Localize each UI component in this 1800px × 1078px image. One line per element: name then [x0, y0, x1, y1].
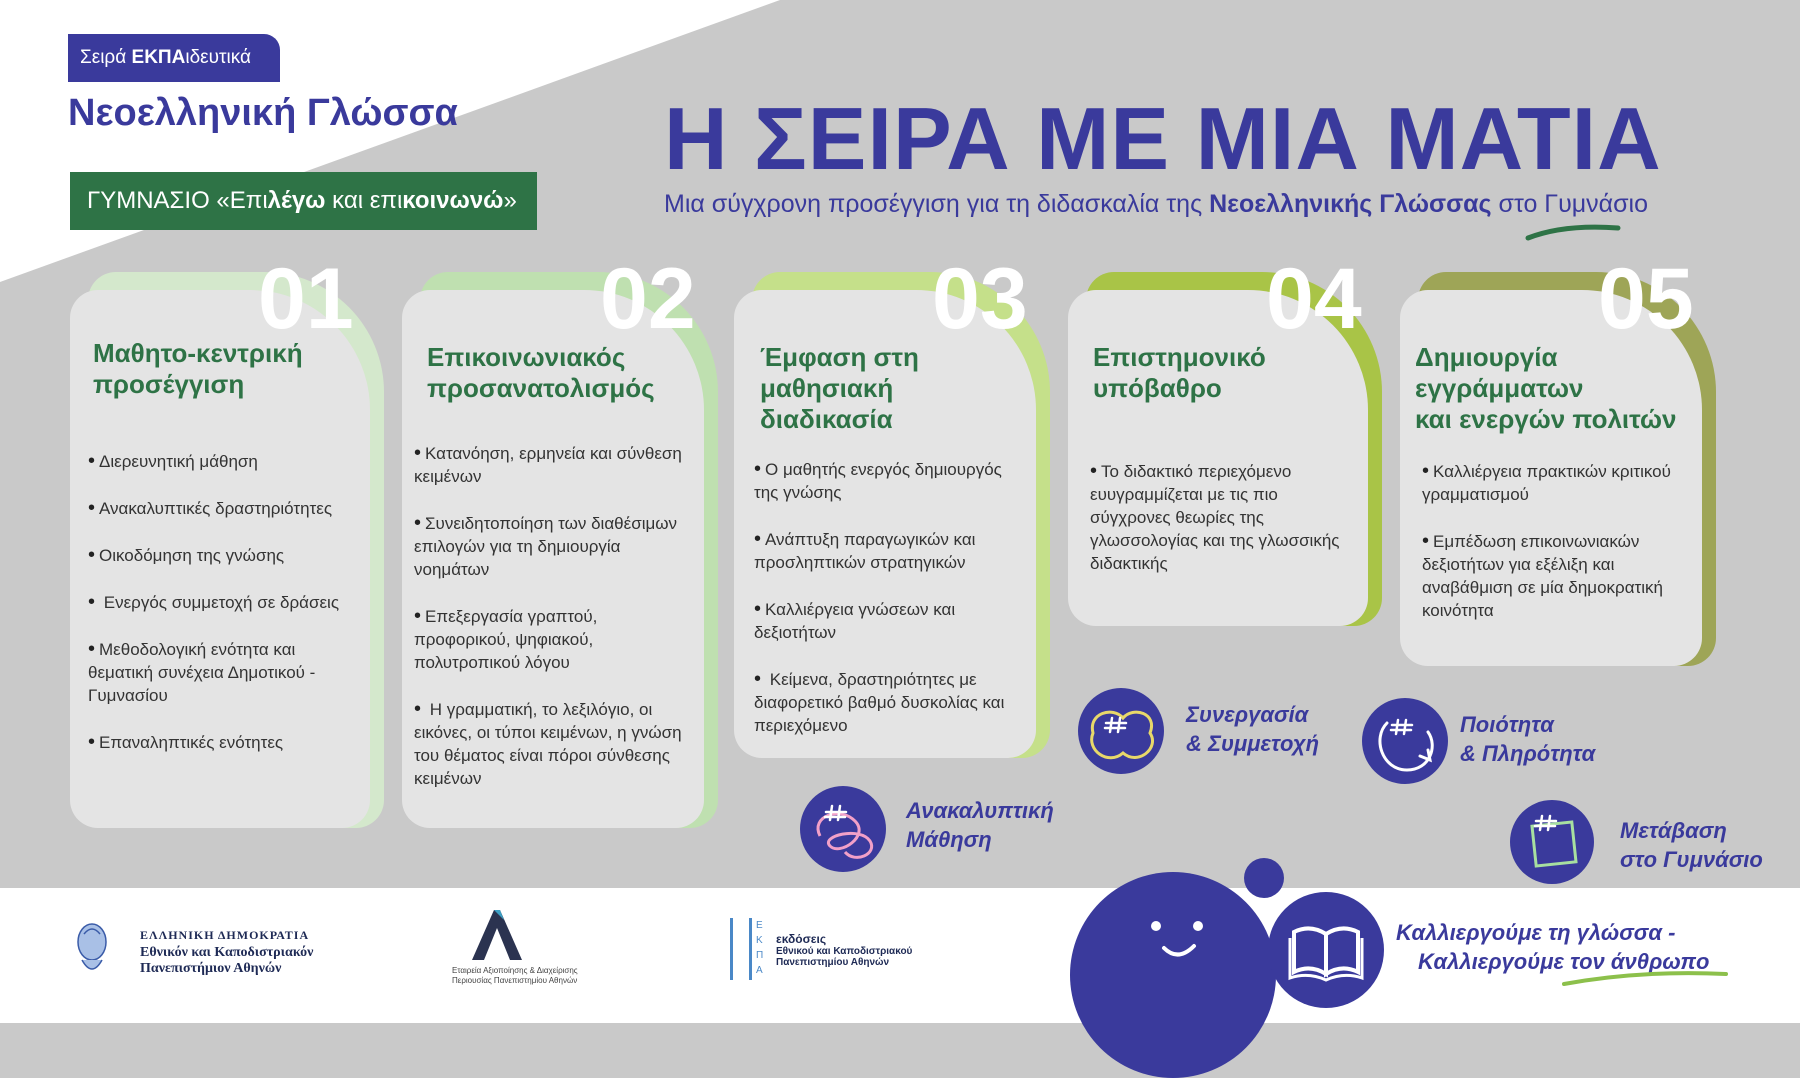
logo-editions-vertical: ΕΚΠΑ [756, 920, 764, 976]
logo-editions-column [730, 918, 752, 980]
logo-ekpa-company-line-2: Περιουσίας Πανεπιστημίου Αθηνών [452, 976, 578, 985]
list-item: • Μεθοδολογική ενότητα και θεματική συνέχεια Δημοτικού - Γυμνασίου [88, 638, 316, 705]
level-mid: και επι [325, 187, 403, 214]
list-item: • Κείμενα, δραστηριότητες με διαφορετικό βαθμό δυσκολίας και περιεχόμενο [754, 668, 1005, 735]
logo-uoa [140, 928, 313, 977]
discovery-label-line-1: Ανακαλυπτική [906, 798, 1054, 823]
card-4-number: 04 [1266, 251, 1362, 347]
card-5-title-line-2: εγγράμματων [1415, 373, 1584, 403]
quality-loop-icon [1362, 698, 1448, 784]
list-item: • Η γραμματική, το λεξιλόγιο, οι εικόνες, οι τύποι κειμένων, η γνώση του θέματος είναι πόροι σύνθεσης κειμένων [414, 698, 682, 788]
card-4-title-line-1: Επιστημονικό [1093, 342, 1266, 372]
card-3-title-line-2: μαθησιακή [760, 373, 894, 403]
logo-editions-line-2: Εθνικού και Καποδιστριακού [776, 946, 913, 957]
level-suffix: » [503, 187, 517, 214]
card-1-title-line-1: Μαθητο-κεντρική [93, 338, 303, 368]
card-5-title-line-1: Δημιουργία [1415, 342, 1558, 372]
list-item: • Ενεργός συμμετοχή σε δράσεις [88, 591, 340, 613]
level-banner [70, 172, 537, 230]
card-2-number: 02 [600, 251, 696, 347]
card-1-title [93, 338, 303, 400]
card-1-bullets [88, 450, 358, 778]
series-prefix: Σειρά [80, 47, 132, 68]
motto-label-line-2: Καλλιεργούμε τον άνθρωπο [1418, 949, 1710, 974]
list-item: • Το διδακτικό περιεχόμενο ευυγραμμίζεται με τις πιο σύγχρονες θεωρίες της γλωσσολογίας και της γλωσσικής διδακτικής [1090, 460, 1340, 573]
series-tag [68, 34, 280, 82]
logo-ekpa-company-line-1: Εταιρεία Αξιοποίησης & Διαχείρισης [452, 966, 578, 975]
lambda-logo-icon [468, 906, 528, 964]
card-3-title [760, 342, 919, 435]
discovery-label-line-2: Μάθηση [906, 827, 992, 852]
page-subtitle [664, 190, 1648, 219]
card-1-title-line-2: προσέγγιση [93, 369, 245, 399]
list-item: • Ανακαλυπτικές δραστηριότητες [88, 497, 333, 519]
subtitle-prefix: Μια σύγχρονη προσέγγιση για τη διδασκαλία της [664, 190, 1210, 218]
list-item: • Ανάπτυξη παραγωγικών και προσληπτικών στρατηγικών [754, 528, 976, 572]
series-suffix: ιδευτικά [185, 47, 251, 68]
card-5-title [1415, 342, 1676, 435]
subtitle-suffix: στο Γυμνάσιο [1491, 190, 1648, 218]
quality-label-line-2: & Πληρότητα [1460, 741, 1596, 766]
list-item: • Καλλιέργεια γνώσεων και δεξιοτήτων [754, 598, 956, 642]
card-3-title-line-1: Έμφαση στη [760, 342, 919, 372]
list-item: • Ο μαθητής ενεργός δημιουργός της γνώσης [754, 458, 1002, 502]
level-bold-2: κοινωνώ [402, 187, 504, 214]
transition-label [1620, 816, 1763, 874]
subject-title: Νεοελληνική Γλώσσα [68, 92, 458, 134]
logo-uoa-line-3: Πανεπιστήμιον Αθηνών [140, 961, 282, 976]
list-item: • Εμπέδωση επικοινωνιακών δεξιοτήτων για εξέλιξη και αναβάθμιση σε μία δημοκρατική κοινότητα [1422, 530, 1663, 620]
subtitle-bold: Νεοελληνικής Γλώσσας [1209, 190, 1492, 218]
card-5-number: 05 [1598, 251, 1694, 347]
card-2-title-line-2: προσανατολισμός [427, 373, 655, 403]
card-2-title-line-1: Επικοινωνιακός [427, 342, 626, 372]
list-item: • Διερευνητική μάθηση [88, 450, 258, 472]
discovery-scribble-icon [800, 786, 886, 872]
motto-swoosh-icon [1560, 960, 1730, 990]
swoosh-underline-icon [1524, 220, 1624, 244]
transition-label-line-2: στο Γυμνάσιο [1620, 847, 1763, 872]
cooperation-label [1186, 700, 1319, 758]
list-item: • Συνειδητοποίηση των διαθέσιμων επιλογών για τη δημιουργία νοημάτων [414, 512, 678, 579]
logo-editions [776, 932, 912, 968]
open-book-icon [1268, 892, 1384, 1008]
card-3-bullets [754, 458, 1024, 761]
card-4-title [1093, 342, 1266, 404]
cooperation-label-line-1: Συνεργασία [1186, 702, 1309, 727]
page-title: Η ΣΕΙΡΑ ΜΕ ΜΙΑ ΜΑΤΙΑ [664, 89, 1662, 188]
cooperation-label-line-2: & Συμμετοχή [1186, 731, 1320, 756]
card-3-title-line-3: διαδικασία [760, 404, 893, 434]
list-item: • Οικοδόμηση της γνώσης [88, 544, 285, 566]
list-item: • Επαναληπτικές ενότητες [88, 731, 284, 753]
logo-ekpa-company [452, 966, 578, 986]
card-4-bullets [1090, 460, 1350, 599]
list-item: • Κατανόηση, ερμηνεία και σύνθεση κειμένων [414, 442, 682, 486]
transition-board-icon [1510, 800, 1594, 884]
logo-editions-line-3: Πανεπιστημίου Αθηνών [776, 957, 890, 968]
card-2-bullets [414, 442, 684, 814]
card-4-title-line-2: υπόβαθρο [1093, 373, 1222, 403]
list-item: • Καλλιέργεια πρακτικών κριτικού γραμματισμού [1422, 460, 1671, 504]
card-3-number: 03 [932, 251, 1028, 347]
card-5-bullets [1422, 460, 1692, 646]
transition-label-line-1: Μετάβαση [1620, 818, 1727, 843]
logo-uoa-line-1: ΕΛΛΗΝΙΚΗ ΔΗΜΟΚΡΑΤΙΑ [140, 928, 310, 942]
athena-logo-icon [72, 920, 112, 980]
motto-label-line-1: Καλλιεργούμε τη γλώσσα - [1396, 920, 1676, 945]
logo-editions-line-1: εκδόσεις [776, 932, 827, 946]
quality-label-line-1: Ποιότητα [1460, 712, 1554, 737]
level-bold-1: λέγω [267, 187, 326, 214]
list-item: • Επεξεργασία γραπτού, προφορικού, ψηφιακού, πολυτροπικού λόγου [414, 605, 598, 672]
logo-uoa-line-2: Εθνικόν και Καποδιστριακόν [140, 945, 314, 960]
discovery-label [906, 796, 1054, 854]
card-2-title [427, 342, 655, 404]
card-1-number: 01 [258, 251, 354, 347]
smiley-face-icon [1070, 872, 1276, 1023]
series-bold: ΕΚΠΑ [131, 47, 186, 68]
level-prefix: ΓΥΜΝΑΣΙΟ «Επι [87, 187, 268, 214]
quality-label [1460, 710, 1595, 768]
card-5-title-line-3: και ενεργών πολιτών [1415, 404, 1677, 434]
cooperation-scribble-icon [1078, 688, 1164, 774]
